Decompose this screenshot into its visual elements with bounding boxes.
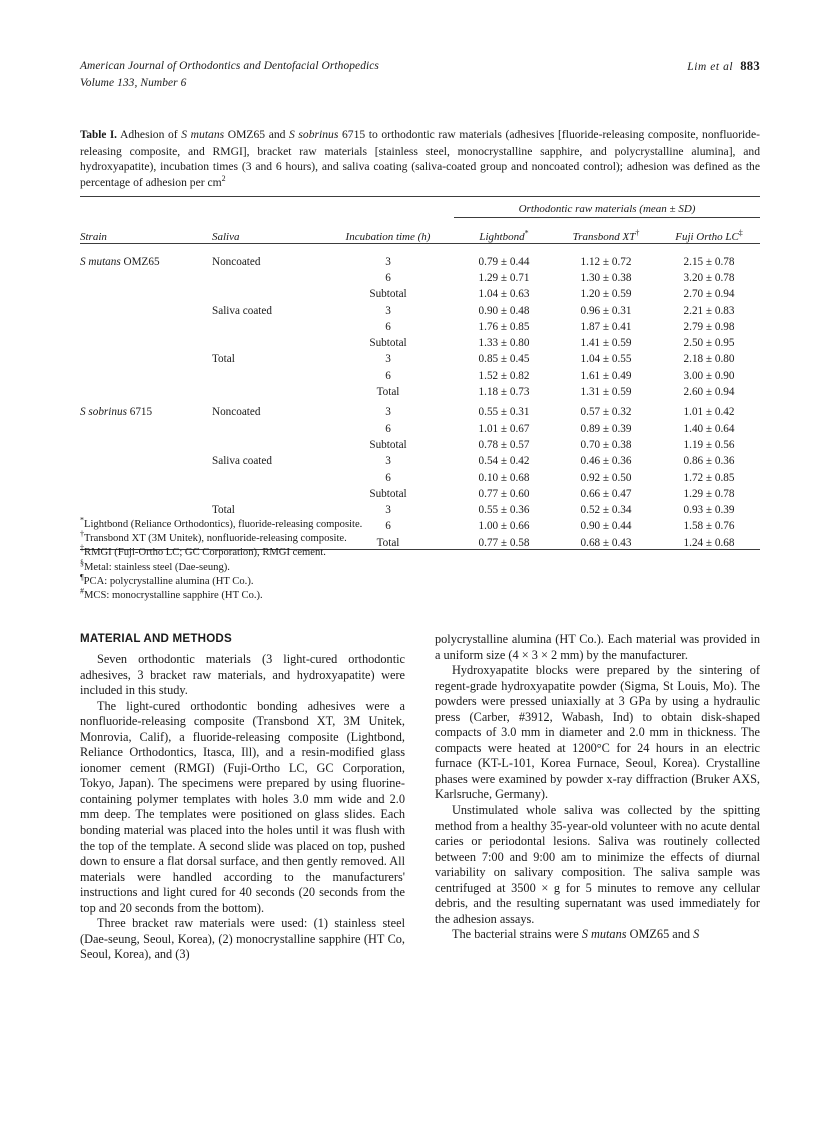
cell-value-transbond: 0.52 ± 0.34 bbox=[580, 504, 632, 517]
article-body bbox=[80, 632, 760, 1052]
caption-superscript: 2 bbox=[221, 173, 226, 183]
col-header-lightbond-marker: * bbox=[524, 228, 529, 238]
cell-incubation-time: Total bbox=[376, 536, 400, 549]
cell-value-lightbond: 1.18 ± 0.73 bbox=[478, 386, 530, 399]
col-header-fujiortho bbox=[658, 218, 760, 243]
table-footnotes bbox=[80, 515, 760, 603]
paragraph: Hydroxyapatite blocks were prepared by the sintering of regent-grade hydroxyapatite powder (Sigma, St Louis, Mo). The powders were pressed uniaxially at 3 GPa by using a hydraulic press (Carber, #3912, Wabash, Ind) to obtain disk-shaped compacts of 3.0 mm in diameter and 2.0 mm in thickness. The compacts were heated at 1200°C for 24 hours in an electric furnace (KT-L-101, Korea Furnace, Seoul, Korea). Crystalline phases were examined by powder x-ray diffraction (Bruker AXS, Karlsruche, Germany). bbox=[435, 663, 760, 802]
cell-value-fujiortho: 2.15 ± 0.78 bbox=[683, 255, 735, 268]
col-header-lightbond-label: Lightbond bbox=[479, 231, 525, 244]
cell-saliva: Saliva coated bbox=[212, 455, 272, 468]
cell-incubation-time: 6 bbox=[385, 520, 391, 533]
group-header-label: Orthodontic raw materials (mean ± SD) bbox=[454, 203, 760, 218]
cell-value-fujiortho: 2.60 ± 0.94 bbox=[683, 386, 735, 399]
cell-strain bbox=[80, 268, 212, 284]
cell-saliva: Noncoated bbox=[212, 255, 261, 268]
cell-value-lightbond: 0.55 ± 0.36 bbox=[478, 504, 530, 517]
col-header-saliva: Saliva bbox=[212, 231, 240, 244]
cell-value-transbond: 0.70 ± 0.38 bbox=[580, 438, 632, 451]
cell-saliva bbox=[212, 467, 322, 483]
cell-value-transbond: 1.30 ± 0.38 bbox=[580, 271, 632, 284]
cell-value-transbond: 1.12 ± 0.72 bbox=[580, 255, 632, 268]
paragraph: Seven orthodontic materials (3 light-cured orthodontic adhesives, 3 bracket raw materials, and hydroxyapatite) were included in this study. bbox=[80, 652, 405, 698]
paragraph-final bbox=[435, 927, 760, 943]
cell-incubation-time: 6 bbox=[385, 422, 391, 435]
final-species-2: S bbox=[693, 927, 700, 942]
cell-value-transbond: 1.87 ± 0.41 bbox=[580, 320, 632, 333]
final-species-1: S mutans bbox=[581, 927, 627, 942]
table-spacer bbox=[80, 244, 760, 251]
volume-label: Volume 133 bbox=[80, 76, 135, 89]
caption-species-2: S sobrinus bbox=[289, 128, 339, 141]
cell-strain bbox=[80, 284, 212, 300]
cell-saliva: Total bbox=[212, 504, 235, 517]
cell-strain bbox=[80, 484, 212, 500]
body-column-left bbox=[80, 632, 405, 963]
table-block bbox=[80, 127, 760, 550]
cell-value-fujiortho: 0.93 ± 0.39 bbox=[683, 504, 735, 517]
paragraph: The light-cured orthodontic bonding adhesives were a nonfluoride-releasing composite (Transbond XT, 3M Unitek, Monrovia, Calif), a fluoride-releasing composite (Lightbond, Reliance Orthodontics, Itasca, Ill), and a resin-modified glass ionomer cement (RMGI) (Fuji-Ortho LC, GC Corporation, Tokyo, Japan). The specimens were prepared by using fluorine-containing polymer templates with holes 3.0 mm wide and 2.0 mm deep. The templates were positioned on glass slides. Each bonding material was placed into the holes until it was flush with the top of the template. A second slide was placed on top, pushed down to ensure a flat dorsal surface, and then gently removed. All materials were handled according to the manufacturers' instructions and light cured for 40 seconds (20 seconds from the top and 20 seconds from the bottom). bbox=[80, 698, 405, 915]
strain-species: S sobrinus bbox=[80, 406, 127, 419]
cell-value-lightbond: 1.52 ± 0.82 bbox=[478, 369, 530, 382]
cell-incubation-time: 6 bbox=[385, 369, 391, 382]
cell-incubation-time: 6 bbox=[385, 471, 391, 484]
table-row bbox=[80, 349, 760, 365]
cell-value-fujiortho: 0.86 ± 0.36 bbox=[683, 455, 735, 468]
footnote bbox=[80, 515, 760, 532]
caption-text-2: OMZ65 and bbox=[224, 128, 290, 141]
table-caption bbox=[80, 127, 760, 190]
running-head-journal bbox=[80, 58, 379, 91]
footnote-marker: ¶ bbox=[80, 572, 84, 582]
cell-strain bbox=[80, 451, 212, 467]
running-head-authors-page bbox=[687, 58, 760, 76]
cell-strain bbox=[80, 333, 212, 349]
cell-saliva bbox=[212, 333, 322, 349]
table-row bbox=[80, 484, 760, 500]
table-row bbox=[80, 500, 760, 516]
cell-value-fujiortho: 2.79 ± 0.98 bbox=[683, 320, 735, 333]
final-text-pre: The bacterial strains were bbox=[452, 927, 582, 942]
col-header-transbond-label: Transbond XT bbox=[572, 231, 636, 244]
footnote-text: PCA: polycrystalline alumina (HT Co.). bbox=[83, 575, 254, 587]
section-heading-material-and-methods: MATERIAL AND METHODS bbox=[80, 632, 232, 645]
footnote-text: Lightbond (Reliance Orthodontics), fluoride-releasing composite. bbox=[84, 519, 363, 530]
footnote bbox=[80, 572, 760, 589]
adhesion-table bbox=[80, 197, 760, 243]
cell-strain bbox=[80, 500, 212, 516]
cell-saliva: Saliva coated bbox=[212, 304, 272, 317]
cell-value-fujiortho: 1.58 ± 0.76 bbox=[683, 520, 735, 533]
table-row bbox=[80, 418, 760, 434]
cell-value-transbond: 0.57 ± 0.32 bbox=[580, 406, 632, 419]
spacer-cell bbox=[212, 197, 322, 218]
cell-strain bbox=[80, 467, 212, 483]
footnote bbox=[80, 558, 760, 575]
cell-value-lightbond: 1.04 ± 0.63 bbox=[478, 288, 530, 301]
cell-saliva bbox=[212, 382, 322, 398]
table-row bbox=[80, 317, 760, 333]
body-column-right bbox=[435, 632, 760, 943]
footnote bbox=[80, 529, 760, 549]
footnote-text: Transbond XT (3M Unitek), nonfluoride-releasing composite. bbox=[84, 533, 347, 545]
cell-incubation-time: Subtotal bbox=[369, 337, 407, 350]
cell-value-fujiortho: 1.72 ± 0.85 bbox=[683, 471, 735, 484]
cell-incubation-time: 3 bbox=[385, 504, 391, 517]
cell-incubation-time: 6 bbox=[385, 320, 391, 333]
cell-value-transbond: 1.04 ± 0.55 bbox=[580, 353, 632, 366]
cell-incubation-time: 3 bbox=[385, 406, 391, 419]
page-number: 883 bbox=[740, 59, 760, 73]
cell-value-lightbond: 0.85 ± 0.45 bbox=[478, 353, 530, 366]
final-text-mid: OMZ65 and bbox=[626, 927, 694, 942]
col-header-fujiortho-marker: ‡ bbox=[738, 228, 743, 238]
footnote-marker: § bbox=[80, 558, 84, 568]
cell-strain bbox=[80, 317, 212, 333]
cell-value-transbond: 0.90 ± 0.44 bbox=[580, 520, 632, 533]
cell-value-transbond: 0.66 ± 0.47 bbox=[580, 487, 632, 500]
cell-incubation-time: Subtotal bbox=[369, 288, 407, 301]
cell-value-transbond: 1.41 ± 0.59 bbox=[580, 337, 632, 350]
table-row bbox=[80, 284, 760, 300]
cell-value-fujiortho: 1.29 ± 0.78 bbox=[683, 487, 735, 500]
cell-value-transbond: 1.20 ± 0.59 bbox=[580, 288, 632, 301]
cell-strain bbox=[80, 382, 212, 398]
paragraph: polycrystalline alumina (HT Co.). Each material was provided in a uniform size (4 × 3 × 2 mm) by the manufacturer. bbox=[435, 632, 760, 662]
cell-value-fujiortho: 2.18 ± 0.80 bbox=[683, 353, 735, 366]
cell-saliva bbox=[212, 365, 322, 381]
table-row bbox=[80, 451, 760, 467]
cell-incubation-time: 6 bbox=[385, 271, 391, 284]
table-row bbox=[80, 467, 760, 483]
footnote-marker: ‡ bbox=[80, 543, 84, 553]
cell-value-lightbond: 1.01 ± 0.67 bbox=[478, 422, 530, 435]
cell-value-lightbond: 0.78 ± 0.57 bbox=[478, 438, 530, 451]
cell-value-fujiortho: 3.20 ± 0.78 bbox=[683, 271, 735, 284]
journal-volume-issue: Volume 133, Number 6 bbox=[80, 76, 187, 89]
authors-label: Lim et al bbox=[687, 61, 734, 73]
table-row bbox=[80, 300, 760, 316]
table-label: Table I. bbox=[80, 129, 117, 141]
journal-title: American Journal of Orthodontics and Dentofacial Orthopedics bbox=[80, 60, 379, 72]
paragraph: Three bracket raw materials were used: (1) stainless steel (Dae-seung, Seoul, Korea), (2) monocrystalline sapphire (HT Co, Seoul, Korea), and (3) bbox=[80, 916, 405, 962]
cell-strain: S sobrinus 6715 bbox=[80, 406, 153, 419]
col-header-fujiortho-label: Fuji Ortho LC bbox=[675, 231, 739, 244]
cell-saliva bbox=[212, 418, 322, 434]
cell-value-lightbond: 0.10 ± 0.68 bbox=[478, 471, 530, 484]
cell-incubation-time: 3 bbox=[385, 353, 391, 366]
cell-value-lightbond: 1.00 ± 0.66 bbox=[478, 520, 530, 533]
table-row bbox=[80, 382, 760, 398]
cell-saliva bbox=[212, 317, 322, 333]
cell-value-lightbond: 0.55 ± 0.31 bbox=[478, 406, 530, 419]
cell-value-fujiortho: 2.50 ± 0.95 bbox=[683, 337, 735, 350]
footnote-text: Metal: stainless steel (Dae-seung). bbox=[84, 561, 230, 573]
cell-saliva bbox=[212, 435, 322, 451]
cell-incubation-time: 3 bbox=[385, 304, 391, 317]
strain-species: S mutans bbox=[80, 255, 121, 268]
table-row bbox=[80, 435, 760, 451]
footnote-marker: † bbox=[80, 529, 84, 539]
footnote-text: RMGI (Fuji-Ortho LC; GC Corporation), RMGI cement. bbox=[84, 547, 326, 559]
cell-value-fujiortho: 1.24 ± 0.68 bbox=[683, 536, 735, 549]
cell-saliva bbox=[212, 284, 322, 300]
cell-value-lightbond: 1.33 ± 0.80 bbox=[478, 337, 530, 350]
cell-strain bbox=[80, 349, 212, 365]
col-header-lightbond bbox=[454, 218, 554, 243]
cell-value-transbond: 1.31 ± 0.59 bbox=[580, 386, 632, 399]
col-header-transbond-marker: † bbox=[635, 228, 640, 238]
table-group-header-row bbox=[80, 197, 760, 218]
cell-strain bbox=[80, 300, 212, 316]
footnote-text: MCS: monocrystalline sapphire (HT Co.). bbox=[84, 590, 263, 602]
footnote bbox=[80, 586, 760, 603]
cell-strain bbox=[80, 418, 212, 434]
caption-text-1: Adhesion of bbox=[119, 128, 182, 141]
group-header-cell bbox=[454, 197, 760, 218]
cell-value-lightbond: 1.76 ± 0.85 bbox=[478, 320, 530, 333]
cell-value-lightbond: 0.77 ± 0.58 bbox=[478, 536, 530, 549]
cell-incubation-time: Subtotal bbox=[369, 487, 407, 500]
col-header-strain: Strain bbox=[80, 231, 107, 244]
caption-species-1: S mutans bbox=[181, 128, 225, 141]
adhesion-table-body bbox=[80, 244, 760, 548]
cell-value-fujiortho: 1.01 ± 0.42 bbox=[683, 406, 735, 419]
number-label: Number 6 bbox=[140, 76, 187, 89]
table-row bbox=[80, 251, 760, 267]
cell-strain: S mutans OMZ65 bbox=[80, 255, 160, 268]
table-column-header-row bbox=[80, 218, 760, 243]
cell-strain bbox=[80, 365, 212, 381]
paragraph: Unstimulated whole saliva was collected by the spitting method from a healthy 35-year-old volunteer with no acute dental caries or periodontal lesions. Saliva was routinely collected between 7:00 and 9:00 am to minimize the effects of diurnal variability on salivary composition. The saliva sample was centrifuged at 3500 × g for 5 minutes to remove any cellular debris, and the resulting supernatant was used immediately for the adhesion assays. bbox=[435, 803, 760, 926]
footnote bbox=[80, 543, 760, 560]
footnote-marker: # bbox=[80, 586, 84, 596]
table-row bbox=[80, 402, 760, 418]
spacer-cell bbox=[322, 197, 454, 218]
cell-value-fujiortho: 2.70 ± 0.94 bbox=[683, 288, 735, 301]
col-header-incubation: Incubation time (h) bbox=[345, 231, 431, 244]
cell-value-transbond: 0.46 ± 0.36 bbox=[580, 455, 632, 468]
cell-value-fujiortho: 1.40 ± 0.64 bbox=[683, 422, 735, 435]
footnote-marker: * bbox=[80, 515, 84, 525]
running-head bbox=[80, 58, 760, 98]
cell-saliva bbox=[212, 484, 322, 500]
table-row bbox=[80, 268, 760, 284]
caption-text-3: 6715 to orthodontic raw materials (adhesives [fluoride-releasing composite, nonfluoride-releasing composite, and RMGI], bracket raw materials [stainless steel, monocrystalline sapphire, and polycrystalline alumina], and hydroxyapatite), incubation times (3 and 6 hours), and saliva coating (saliva-coated group and noncoated control); adhesion was defined as the percentage of adhesion per cm bbox=[80, 128, 760, 189]
cell-value-transbond: 1.61 ± 0.49 bbox=[580, 369, 632, 382]
cell-incubation-time: Total bbox=[376, 386, 400, 399]
cell-value-fujiortho: 2.21 ± 0.83 bbox=[683, 304, 735, 317]
cell-incubation-time: 3 bbox=[385, 255, 391, 268]
table-row bbox=[80, 333, 760, 349]
cell-value-lightbond: 0.77 ± 0.60 bbox=[478, 487, 530, 500]
cell-value-lightbond: 0.90 ± 0.48 bbox=[478, 304, 530, 317]
cell-incubation-time: 3 bbox=[385, 455, 391, 468]
cell-incubation-time: Subtotal bbox=[369, 438, 407, 451]
cell-value-transbond: 0.92 ± 0.50 bbox=[580, 471, 632, 484]
cell-value-transbond: 0.96 ± 0.31 bbox=[580, 304, 632, 317]
cell-value-lightbond: 0.79 ± 0.44 bbox=[478, 255, 530, 268]
cell-value-fujiortho: 1.19 ± 0.56 bbox=[683, 438, 735, 451]
spacer-cell bbox=[80, 197, 212, 218]
cell-value-lightbond: 1.29 ± 0.71 bbox=[478, 271, 530, 284]
table-row bbox=[80, 365, 760, 381]
cell-value-transbond: 0.89 ± 0.39 bbox=[580, 422, 632, 435]
cell-value-transbond: 0.68 ± 0.43 bbox=[580, 536, 632, 549]
cell-strain bbox=[80, 435, 212, 451]
cell-saliva: Total bbox=[212, 353, 235, 366]
cell-value-fujiortho: 3.00 ± 0.90 bbox=[683, 369, 735, 382]
cell-saliva: Noncoated bbox=[212, 406, 261, 419]
cell-value-lightbond: 0.54 ± 0.42 bbox=[478, 455, 530, 468]
col-header-transbond bbox=[554, 218, 658, 243]
cell-saliva bbox=[212, 268, 322, 284]
